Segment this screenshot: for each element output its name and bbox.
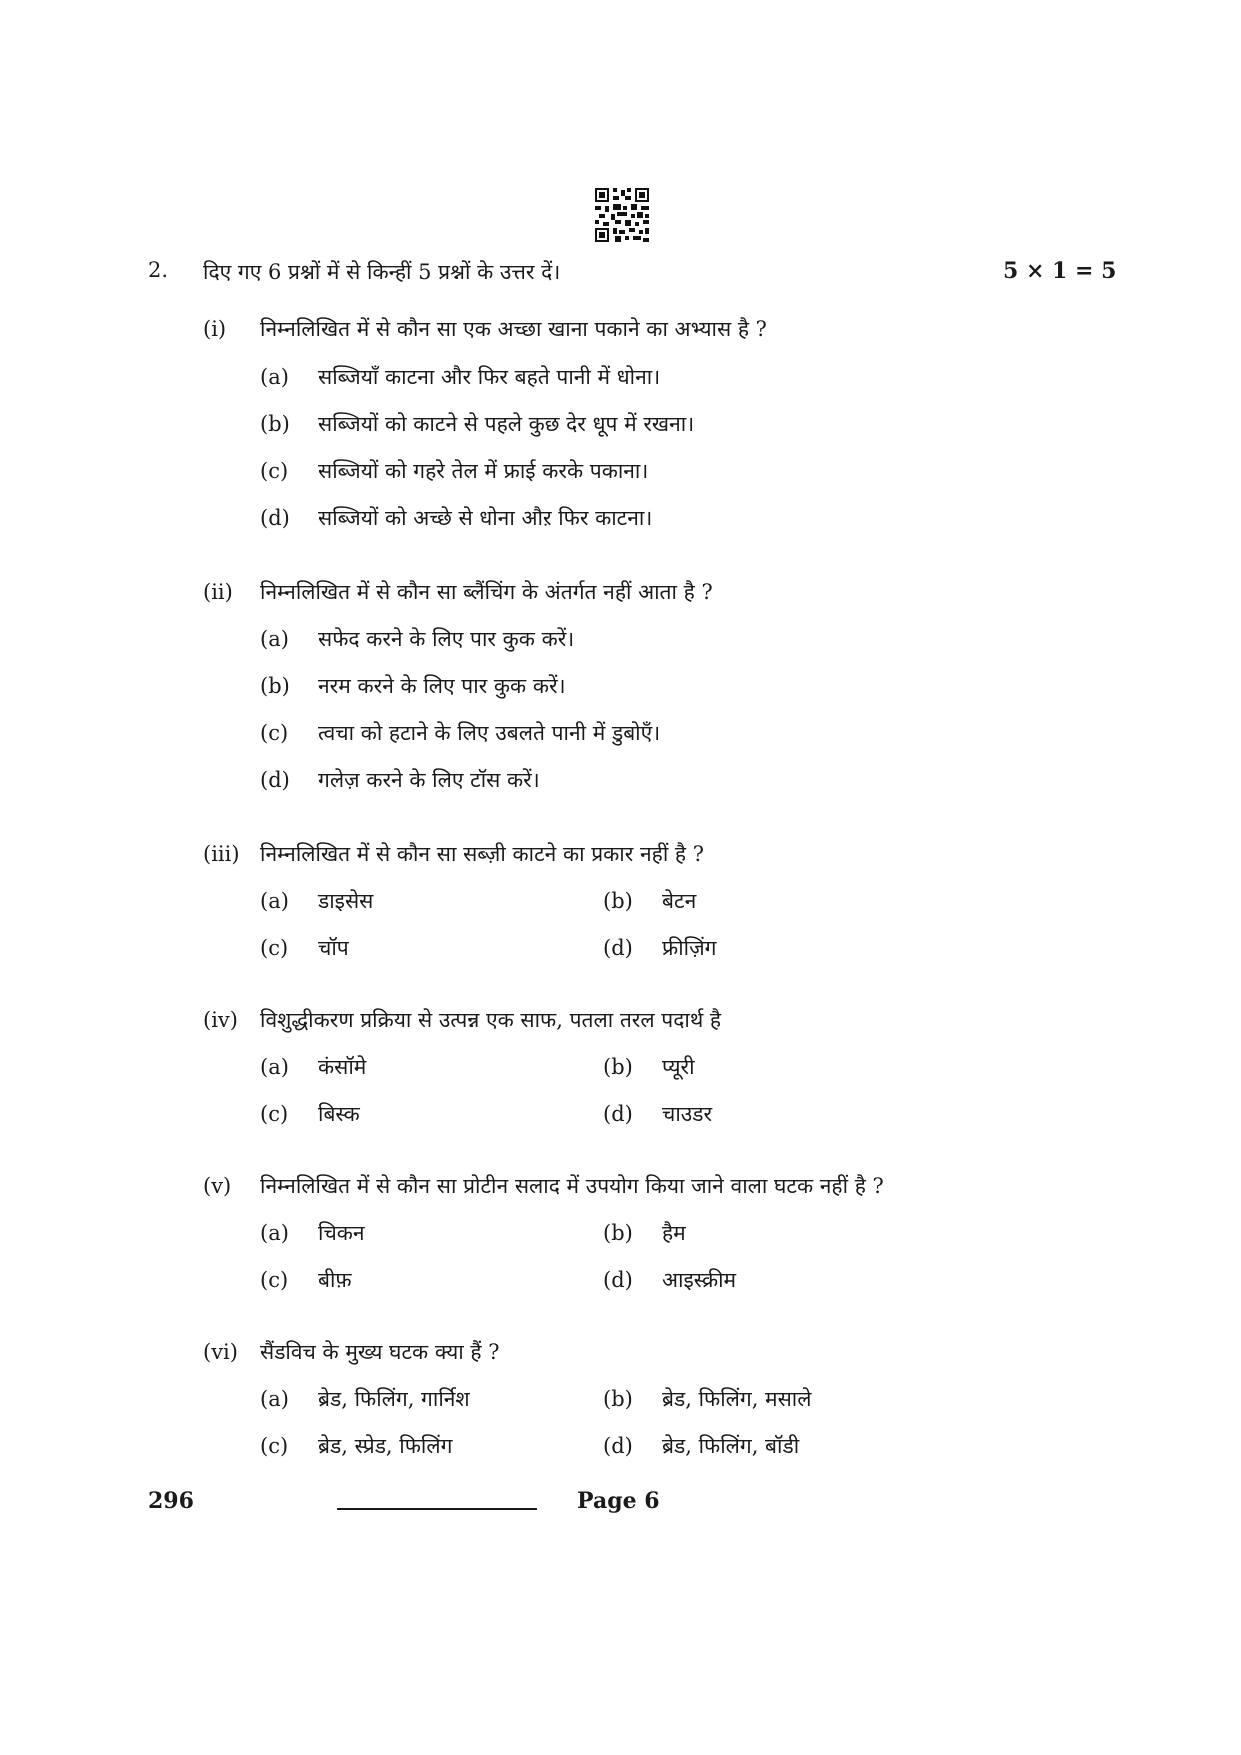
option-letter: (d) xyxy=(603,936,633,960)
paper-code: 296 xyxy=(148,1488,194,1514)
footer-divider xyxy=(337,1508,537,1510)
option-text: प्यूरी xyxy=(662,1055,695,1079)
option-letter: (c) xyxy=(260,459,289,483)
option-letter: (c) xyxy=(260,936,289,960)
option-text: बिस्क xyxy=(318,1102,360,1126)
sub-question-number: (i) xyxy=(203,317,227,341)
option-text: सब्जियाँ काटना और फिर बहते पानी में धोना। xyxy=(318,365,661,389)
page-number: Page 6 xyxy=(577,1488,660,1514)
qr-code xyxy=(595,188,649,242)
option-text: चिकन xyxy=(318,1221,365,1245)
option-letter: (d) xyxy=(603,1102,633,1126)
sub-question-text: निम्नलिखित में से कौन सा सब्ज़ी काटने का प्रकार नहीं है ? xyxy=(260,842,705,866)
option-letter: (a) xyxy=(260,1221,289,1245)
option-text: सब्जियों को गहरे तेल में फ्राई करके पकाना। xyxy=(318,459,649,483)
question-instruction: दिए गए 6 प्रश्नों में से किन्हीं 5 प्रश्नों के उत्तर दें। xyxy=(203,260,561,284)
option-letter: (b) xyxy=(260,674,290,698)
option-letter: (a) xyxy=(260,627,289,651)
option-letter: (d) xyxy=(260,768,290,792)
sub-question-text: निम्नलिखित में से कौन सा एक अच्छा खाना पकाने का अभ्यास है ? xyxy=(260,317,767,341)
option-letter: (a) xyxy=(260,1055,289,1079)
option-letter: (c) xyxy=(260,1268,289,1292)
option-letter: (a) xyxy=(260,365,289,389)
option-text: चाउडर xyxy=(662,1102,713,1126)
option-text: सब्जियों को काटने से पहले कुछ देर धूप में रखना। xyxy=(318,412,695,436)
option-text: ब्रेड, फिलिंग, मसाले xyxy=(662,1387,812,1411)
option-letter: (c) xyxy=(260,721,289,745)
option-letter: (c) xyxy=(260,1434,289,1458)
sub-question-number: (iv) xyxy=(203,1008,238,1032)
option-text: गलेज़ करने के लिए टॉस करें। xyxy=(318,768,540,792)
option-letter: (a) xyxy=(260,1387,289,1411)
sub-question-number: (vi) xyxy=(203,1340,238,1364)
option-letter: (a) xyxy=(260,889,289,913)
option-text: आइस्क्रीम xyxy=(662,1268,737,1292)
option-letter: (b) xyxy=(603,1055,633,1079)
sub-question-text: सैंडविच के मुख्य घटक क्या हैं ? xyxy=(260,1340,500,1364)
option-text: बीफ़ xyxy=(318,1268,352,1292)
option-text: कंसॉमे xyxy=(318,1055,367,1079)
option-text: ब्रेड, फिलिंग, बॉडी xyxy=(662,1434,800,1458)
option-text: चॉप xyxy=(318,936,349,960)
option-text: नरम करने के लिए पार कुक करें। xyxy=(318,674,566,698)
option-letter: (d) xyxy=(603,1434,633,1458)
option-text: ब्रेड, फिलिंग, गार्निश xyxy=(318,1387,470,1411)
option-letter: (d) xyxy=(603,1268,633,1292)
option-letter: (d) xyxy=(260,506,290,530)
option-text: फ्रीज़िंग xyxy=(662,936,717,960)
sub-question-number: (v) xyxy=(203,1174,232,1198)
option-letter: (c) xyxy=(260,1102,289,1126)
option-letter: (b) xyxy=(260,412,290,436)
option-letter: (b) xyxy=(603,889,633,913)
option-text: सब्जियों को अच्छे से धोना औऱ फिर काटना। xyxy=(318,506,653,530)
question-number: 2. xyxy=(148,258,169,282)
option-text: त्वचा को हटाने के लिए उबलते पानी में डुबोएँ। xyxy=(318,721,661,745)
sub-question-text: विशुद्धीकरण प्रक्रिया से उत्पन्न एक साफ, पतला तरल पदार्थ है xyxy=(260,1008,722,1032)
option-letter: (b) xyxy=(603,1221,633,1245)
option-text: बेटन xyxy=(662,889,697,913)
sub-question-text: निम्नलिखित में से कौन सा प्रोटीन सलाद में उपयोग किया जाने वाला घटक नहीं है ? xyxy=(260,1174,884,1198)
option-text: डाइसेस xyxy=(318,889,374,913)
sub-question-number: (iii) xyxy=(203,842,240,866)
sub-question-text: निम्नलिखित में से कौन सा ब्लैंचिंग के अंतर्गत नहीं आता है ? xyxy=(260,580,713,604)
option-letter: (b) xyxy=(603,1387,633,1411)
sub-question-number: (ii) xyxy=(203,580,233,604)
marks-allocation: 5 × 1 = 5 xyxy=(1003,258,1117,284)
option-text: हैम xyxy=(662,1221,686,1245)
option-text: ब्रेड, स्प्रेड, फिलिंग xyxy=(318,1434,453,1458)
option-text: सफेद करने के लिए पार कुक करें। xyxy=(318,627,575,651)
